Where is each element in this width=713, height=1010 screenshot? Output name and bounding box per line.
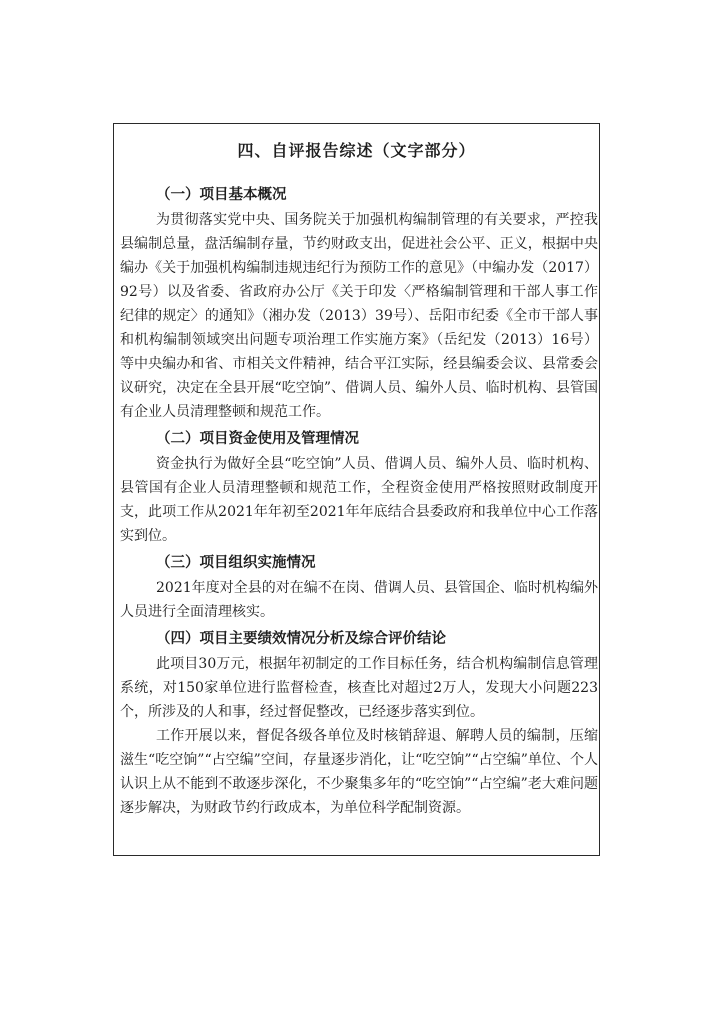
section-basic-overview	[120, 182, 598, 424]
section-paragraph: 此项目30万元，根据年初制定的工作目标任务，结合机构编制信息管理系统，对150家单位进行监督检查，核查比对超过2万人，发现大小问题223个，所涉及的人和事，经过督促整改，已经逐步落实到位。	[120, 656, 598, 720]
section-paragraph: 为贯彻落实党中央、国务院关于加强机构编制管理的有关要求，严控我县编制总量，盘活编制存量，节约财政支出，促进社会公平、正义，根据中央编办《关于加强机构编制违规违纪行为预防工作的意见》（中编办发（2017）92号）以及省委、省政府办公厅《关于印发〈严格编制管理和干部人事工作纪律的规定〉的通知》（湘办发（2013）39号）、岳阳市纪委《全市干部人事和机构编制领域突出问题专项治理工作实施方案》（岳纪发（2013）16号）等中央编办和省、市相关文件精神，结合平江实际，经县编委会议、县常委会议研究，决定在全县开展“吃空饷”、借调人员、编外人员、临时机构、县管国有企业人员清理整顿和规范工作。	[120, 212, 598, 420]
section-implementation	[120, 550, 598, 624]
report-title: 四、自评报告综述（文字部分）	[237, 141, 476, 160]
section-fund-usage	[120, 426, 598, 548]
section-heading: （二）项目资金使用及管理情况	[156, 431, 359, 447]
section-paragraph: 资金执行为做好全县“吃空饷”人员、借调人员、编外人员、临时机构、县管国有企业人员清理整顿和规范工作，全程资金使用严格按照财政制度开支，此项工作从2021年年初至2021年年底结合县委政府和我单位中心工作落实到位。	[120, 456, 598, 544]
section-paragraph: 2021年度对全县的对在编不在岗、借调人员、县管国企、临时机构编外人员进行全面清理核实。	[120, 580, 598, 620]
section-performance-analysis	[120, 626, 598, 820]
section-heading: （一）项目基本概况	[156, 187, 287, 203]
section-heading: （四）项目主要绩效情况分析及综合评价结论	[156, 631, 446, 647]
report-content	[120, 182, 598, 820]
section-heading: （三）项目组织实施情况	[156, 555, 316, 571]
section-paragraph: 工作开展以来，督促各级各单位及时核销辞退、解聘人员的编制，压缩滋生“吃空饷”“占空编”空间，存量逐步消化，让“吃空饷”“占空编”单位、个人认识上从不能到不敢逐步深化，不少聚集多年的“吃空饷”“占空编”老大难问题逐步解决，为财政节约行政成本，为单位科学配制资源。	[120, 728, 598, 816]
